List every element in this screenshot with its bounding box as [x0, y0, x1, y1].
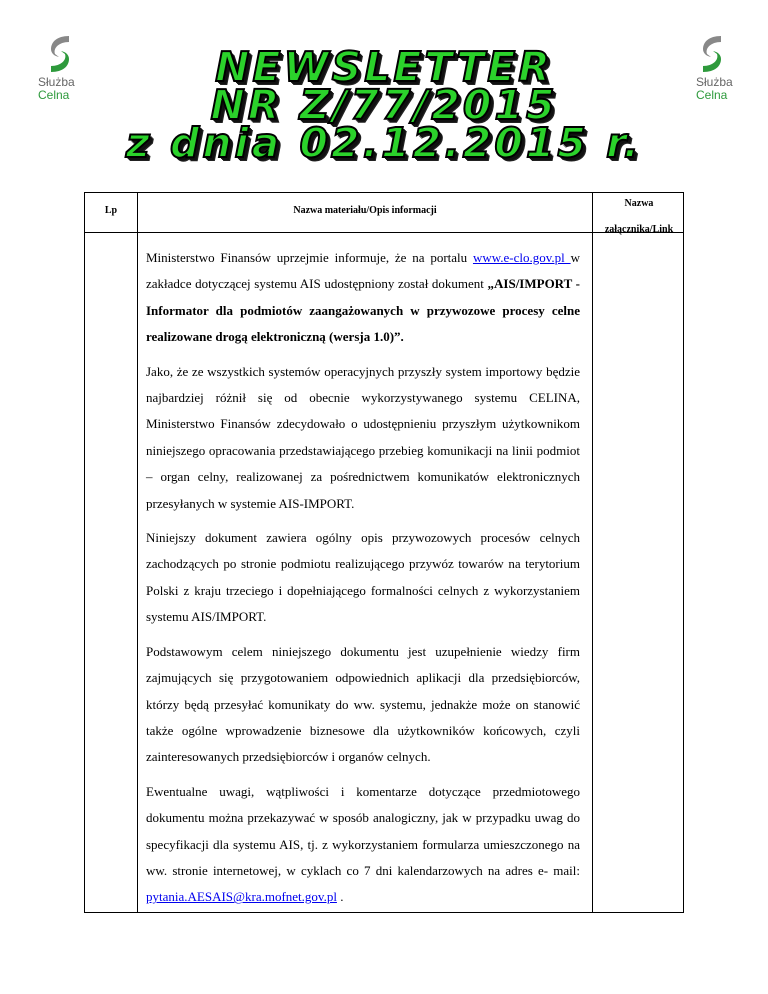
text: w zakładce dotyczącej systemu AIS udostępniony został dokument: [146, 250, 580, 292]
header-attachment-line2: załącznika/Link: [604, 224, 674, 235]
eclo-portal-link[interactable]: www.e-clo.gov.pl: [472, 250, 571, 265]
info-content-cell: [146, 245, 580, 919]
paragraph-feedback: [146, 779, 580, 911]
newsletter-title: [100, 43, 668, 167]
title-line-number: NR Z/77/2015: [210, 81, 558, 129]
text: .: [336, 889, 344, 905]
header-lp: Lp: [104, 205, 118, 216]
header-material-name: Nazwa materiału/Opis informacji: [293, 205, 437, 216]
paragraph-announcement: [146, 245, 580, 351]
header-attachment-line1: Nazwa: [624, 198, 654, 209]
text: Ministerstwo Finansów uprzejmie informuje, że na portalu: [146, 250, 473, 265]
logo-text-celna: Celna: [696, 88, 728, 102]
paragraph-description: Niniejszy dokument zawiera ogólny opis przywozowych procesów celnych zachodzących po stronie podmiotu realizującego przywóz towarów na terytorium Polski z kraju trzeciego i dopełniającego formalności celnych z wykorzystaniem systemu AIS/IMPORT.: [146, 530, 580, 625]
header-attachment: [593, 191, 685, 243]
customs-s-logo-icon: [697, 34, 727, 74]
logo-text-sluzba: Służba: [696, 75, 733, 89]
sluzba-celna-logo-left: [30, 34, 90, 106]
text: Ewentualne uwagi, wątpliwości i komentarze dotyczące przedmiotowego dokumentu można przekazywać w sposób analogiczny, jak w przypadku uwag do specyfikacji dla systemu AIS, tj. z wykorzystaniem formularza umieszczonego na ww. stronie internetowej, w cyklach co 7 dni kalendarzowych na adres e- mail:: [146, 783, 580, 878]
column-divider: [137, 193, 138, 912]
logo-text-sluzba: Służba: [38, 75, 75, 89]
sluzba-celna-logo-right: [682, 34, 742, 106]
feedback-email-link[interactable]: pytania.AESAIS@kra.mofnet.gov.pl: [146, 889, 337, 905]
title-line-newsletter: NEWSLETTER: [215, 43, 553, 91]
paragraph-purpose: Podstawowym celem niniejszego dokumentu jest uzupełnienie wiedzy firm zajmujących się przygotowaniem odpowiednich aplikacji dla przedsiębiorców, którzy będą przesyłać komunikaty do ww. systemu, jednakże może on stanowić także ogólne wprowadzenie biznesowe dla użytkowników końcowych, czyli zainteresowanych przedsiębiorców i organów celnych.: [146, 643, 580, 765]
column-divider: [592, 193, 593, 912]
customs-s-logo-icon: [45, 34, 75, 74]
document-title-bold: „AIS/IMPORT - Informator dla podmiotów zaangażowanych w przywozowe procesy celne realizowane drogą elektroniczną (wersja 1.0)”.: [146, 276, 580, 345]
newsletter-table: [84, 192, 684, 913]
logo-text-celna: Celna: [38, 88, 70, 102]
paragraph-celina: Jako, że ze wszystkich systemów operacyjnych przyszły system importowy będzie najbardziej różnił się od obecnie wykorzystywanego systemu CELINA, Ministerstwo Finansów zdecydowało o udostępnieniu przyszłym użytkownikom niniejszego opracowania przedstawiającego przebieg komunikacji na linii podmiot – organ celny, realizowanej za pośrednictwem komunikatów elektronicznych przesyłanych w systemie AIS-IMPORT.: [146, 363, 580, 511]
title-line-date: z dnia 02.12.2015 r.: [125, 119, 643, 167]
